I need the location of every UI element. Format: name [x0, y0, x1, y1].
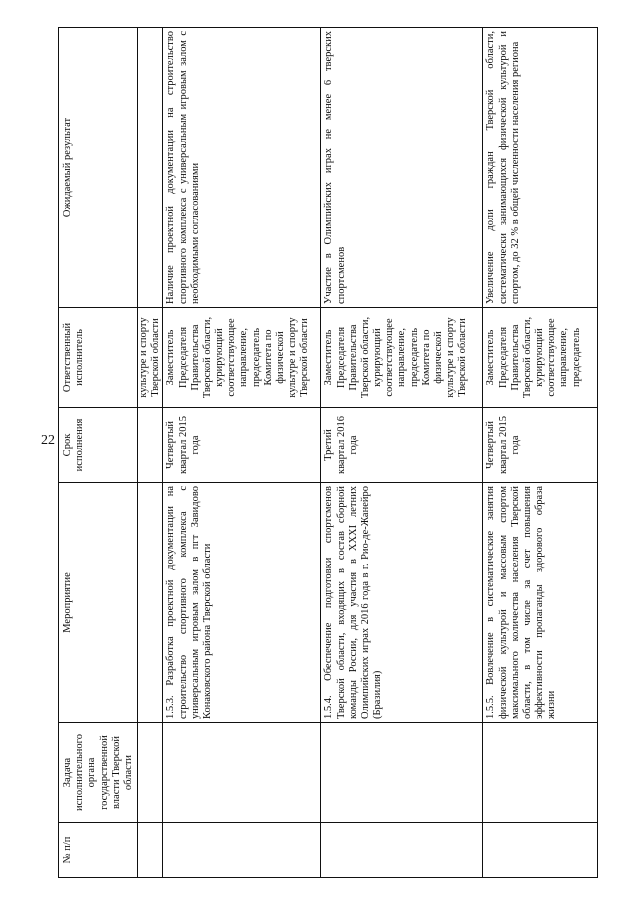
plan-table	[58, 27, 598, 878]
row-event: 1.5.3. Разработка проектной документации на строительство спортивного комплекса с универсальным игровым залом в пгт Завидово Конаковского района Тверской области	[163, 483, 321, 723]
table-cell	[138, 723, 163, 823]
table-row	[163, 28, 321, 878]
page-number: 22	[41, 433, 55, 448]
row-result: Наличие проектной документации на строительство спортивного комплекса с универсальным игровым залом с необходимыми согласованиями	[163, 28, 321, 308]
header-result: Ожидаемый результат	[59, 28, 138, 308]
table-row	[483, 28, 598, 878]
row-task	[163, 723, 321, 823]
row-event: 1.5.4. Обеспечение подготовки спортсменов Тверской области, входящих в состав сборной команды России, для участия в XXXI летних Олимпийских играх 2016 года в г. Рио-де-Жанейро (Бразилия)	[321, 483, 483, 723]
row-executor: Заместитель Председателя Правительства Тверской области, курирующий соответствующее направление, председатель	[483, 308, 598, 408]
row-result: Увеличение доли граждан Тверской области, систематически занимающихся физической культурой и спортом, до 32 % в общей численности населения региона	[483, 28, 598, 308]
table-cell	[138, 28, 163, 308]
row-deadline: Четвертый квартал 2015 года	[483, 408, 598, 483]
row-executor: Заместитель Председателя Правительства Тверской области, курирующий соответствующее направление, председатель Комитета по физической культуре и спорту Тверской области	[163, 308, 321, 408]
row-number	[163, 823, 321, 878]
carryover-executor: культуре и спорту Тверской области	[138, 308, 163, 408]
header-row	[59, 28, 138, 878]
carryover-row	[138, 28, 163, 878]
row-number	[483, 823, 598, 878]
table-cell	[138, 408, 163, 483]
row-task	[483, 723, 598, 823]
row-task	[321, 723, 483, 823]
row-deadline: Третий квартал 2016 года	[321, 408, 483, 483]
header-number: № п/п	[59, 823, 138, 878]
header-event: Мероприятие	[59, 483, 138, 723]
row-number	[321, 823, 483, 878]
row-deadline: Четвертый квартал 2015 года	[163, 408, 321, 483]
header-task: Задача исполнительного органа государственной власти Тверской области	[59, 723, 138, 823]
header-deadline: Срок исполнения	[59, 408, 138, 483]
table-cell	[138, 483, 163, 723]
row-executor: Заместитель Председателя Правительства Тверской области, курирующий соответствующее направление, председатель Комитета по физической культуре и спорту Тверской области	[321, 308, 483, 408]
row-result: Участие в Олимпийских играх не менее 6 тверских спортсменов	[321, 28, 483, 308]
header-executor: Ответственный исполнитель	[59, 308, 138, 408]
rotated-table-container	[58, 28, 598, 878]
table-cell	[138, 823, 163, 878]
table-row	[321, 28, 483, 878]
row-event: 1.5.5. Вовлечение в систематические занятия физической культурой и массовым спортом максимального количества населения Тверской области, в том числе за счет повышения эффективности пропаганды здорового образа жизни	[483, 483, 598, 723]
